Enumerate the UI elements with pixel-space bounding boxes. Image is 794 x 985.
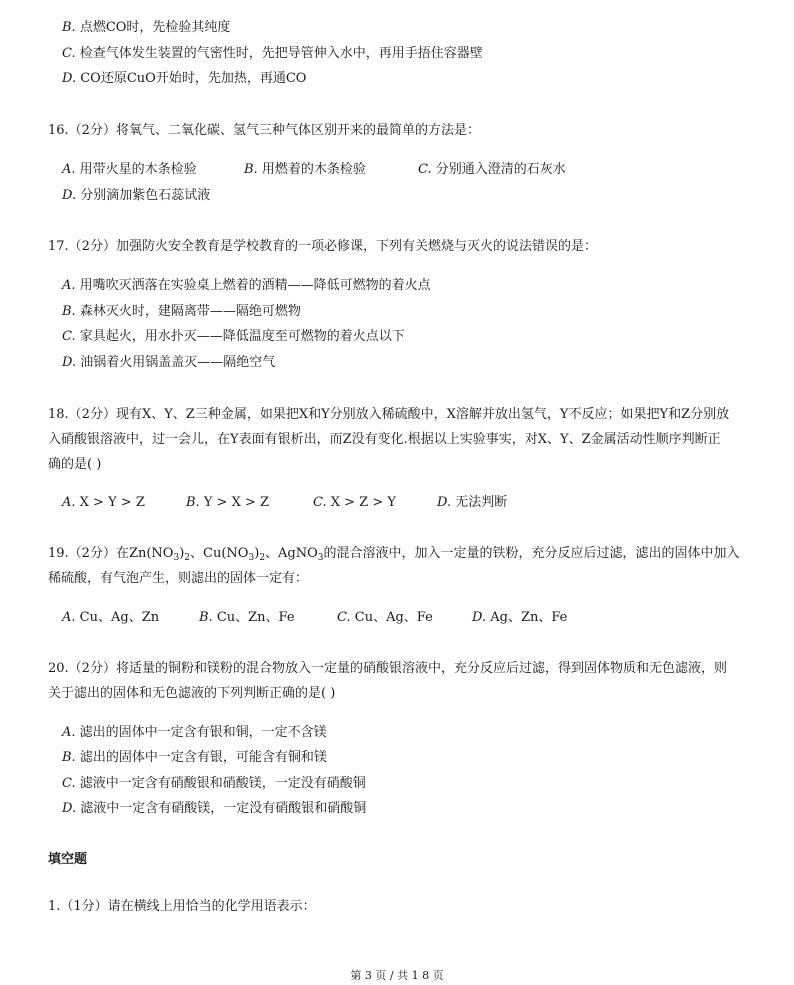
q18-option-b: [186, 494, 269, 512]
option-text: 分别滴加紫色石蕊试液: [80, 188, 211, 203]
option-text: 用嘴吹灭洒落在实验桌上燃着的酒精——降低可燃物的着火点: [79, 278, 431, 293]
page-footer: 第 3 页 / 共 1 8 页: [350, 969, 444, 982]
q19-stem-prefix: 19.（2分）在: [48, 546, 129, 561]
formula-subscript: 2: [184, 553, 191, 563]
formula-subscript: 3: [173, 553, 180, 563]
q16-option-c: [418, 161, 566, 179]
formula-copper-nitrate: [203, 546, 265, 561]
option-letter: C.: [313, 495, 327, 510]
option-letter: A.: [62, 162, 76, 177]
q19-stem-suffix: 的混合溶液中，加入一定量的铁粉，充分反应后过滤，滤出的固体中加入: [323, 546, 740, 561]
option-letter: D.: [62, 801, 77, 816]
option-text: 油锅着火用锅盖盖灭——隔绝空气: [80, 355, 276, 370]
option-text: 家具起火，用水扑灭——降低温度至可燃物的着火点以下: [79, 329, 405, 344]
option-letter: B.: [62, 750, 76, 765]
q20-stem-line2: 关于滤出的固体和无色滤液的下列判断正确的是( ): [48, 686, 336, 701]
q19-option-c: [337, 609, 433, 627]
option-text: 滤液中一定含有硝酸镁，一定没有硝酸银和硝酸铜: [80, 801, 367, 816]
option-letter: D.: [437, 495, 452, 510]
formula-part: ): [254, 546, 260, 561]
q19-stem-line2: 稀硫酸，有气泡产生，则滤出的固体一定有：: [48, 571, 309, 586]
option-letter: C.: [62, 329, 76, 344]
q16-option-d: [62, 187, 210, 205]
formula-part: ): [179, 546, 185, 561]
option-text: 森林灭火时，建隔离带——隔绝可燃物: [79, 304, 301, 319]
q15-option-b: [62, 19, 230, 37]
q18-stem-line3: 确的是( ): [48, 457, 102, 472]
separator: 、: [190, 546, 204, 561]
option-letter: A.: [62, 278, 76, 293]
q15-option-c: [62, 45, 483, 63]
option-text: 滤液中一定含有硝酸银和硝酸镁，一定没有硝酸铜: [79, 776, 366, 791]
q18-option-a: [62, 494, 145, 512]
q19-option-d: [472, 609, 567, 627]
q16-stem: 16.（2分）将氧气、二氧化碳、氢气三种气体区别开来的最简单的方法是：: [48, 123, 480, 138]
q19-stem-line1: [48, 545, 740, 563]
q15-option-d: [62, 70, 306, 88]
fill-q1-stem: 1.（1分）请在横线上用恰当的化学用语表示：: [48, 899, 316, 914]
option-text: Cu、Ag、Zn: [79, 610, 160, 625]
option-letter: B.: [244, 162, 258, 177]
option-letter: B.: [62, 304, 76, 319]
option-text: X > Z > Y: [330, 495, 396, 510]
option-letter: C.: [62, 776, 76, 791]
option-text: 点燃CO时，先检验其纯度: [79, 20, 231, 35]
option-letter: D.: [472, 610, 487, 625]
option-letter: C.: [62, 46, 76, 61]
formula-part: Cu(NO: [203, 546, 249, 561]
option-letter: A.: [62, 725, 76, 740]
option-letter: D.: [62, 355, 77, 370]
option-letter: D.: [62, 188, 77, 203]
option-letter: B.: [199, 610, 213, 625]
option-text: 滤出的固体中一定含有银，可能含有铜和镁: [79, 750, 327, 765]
formula-subscript: 3: [317, 553, 324, 563]
q20-stem-line1: 20.（2分）将适量的铜粉和镁粉的混合物放入一定量的硝酸银溶液中，充分反应后过滤，得到固体物质和无色滤液，则: [48, 661, 727, 676]
option-letter: D.: [62, 71, 77, 86]
q20-option-c: [62, 775, 366, 793]
option-text: 用带火星的木条检验: [79, 162, 197, 177]
option-text: 用燃着的木条检验: [261, 162, 366, 177]
formula-part: AgNO: [278, 546, 318, 561]
formula-silver-nitrate: [278, 546, 323, 561]
option-text: CO还原CuO开始时，先加热，再通CO: [80, 71, 307, 86]
q18-stem-line1: 18.（2分）现有X、Y、Z三种金属，如果把X和Y分别放入稀硫酸中，X溶解并放出氢气，Y不反应；如果把Y和Z分别放: [48, 407, 730, 422]
section-title: 填空题: [48, 852, 88, 867]
formula-zinc-nitrate: [129, 546, 190, 561]
option-text: 无法判断: [455, 495, 508, 510]
option-text: 检查气体发生装置的气密性时，先把导管伸入水中，再用手捂住容器壁: [79, 46, 483, 61]
q17-option-a: [62, 277, 431, 295]
q17-option-b: [62, 303, 301, 321]
q20-option-b: [62, 749, 327, 767]
q20-option-a: [62, 724, 327, 742]
option-text: X > Y > Z: [79, 495, 145, 510]
q19-option-a: [62, 609, 159, 627]
q16-option-a: [62, 161, 197, 179]
q19-option-b: [199, 609, 295, 627]
option-letter: B.: [186, 495, 200, 510]
q18-option-d: [437, 494, 507, 512]
q17-stem: 17.（2分）加强防火安全教育是学校教育的一项必修课，下列有关燃烧与灭火的说法错误的是：: [48, 239, 597, 254]
option-letter: A.: [62, 495, 76, 510]
separator: 、: [265, 546, 279, 561]
option-text: Cu、Ag、Fe: [354, 610, 433, 625]
option-text: 分别通入澄清的石灰水: [435, 162, 566, 177]
option-text: Cu、Zn、Fe: [216, 610, 295, 625]
option-letter: C.: [418, 162, 432, 177]
option-letter: C.: [337, 610, 351, 625]
formula-part: Zn(NO: [128, 546, 174, 561]
formula-subscript: 3: [248, 553, 255, 563]
q16-option-b: [244, 161, 366, 179]
option-text: 滤出的固体中一定含有银和铜，一定不含镁: [79, 725, 327, 740]
option-text: Ag、Zn、Fe: [490, 610, 568, 625]
option-letter: B.: [62, 20, 76, 35]
q17-option-c: [62, 328, 405, 346]
q17-option-d: [62, 354, 275, 372]
formula-subscript: 2: [259, 553, 266, 563]
option-letter: A.: [62, 610, 76, 625]
q18-stem-line2: 入硝酸银溶液中，过一会儿，在Y表面有银析出，而Z没有变化.根据以上实验事实，对X、Y、Z金属活动性顺序判断正: [48, 432, 721, 447]
option-text: Y > X > Z: [203, 495, 270, 510]
q20-option-d: [62, 800, 366, 818]
q18-option-c: [313, 494, 396, 512]
